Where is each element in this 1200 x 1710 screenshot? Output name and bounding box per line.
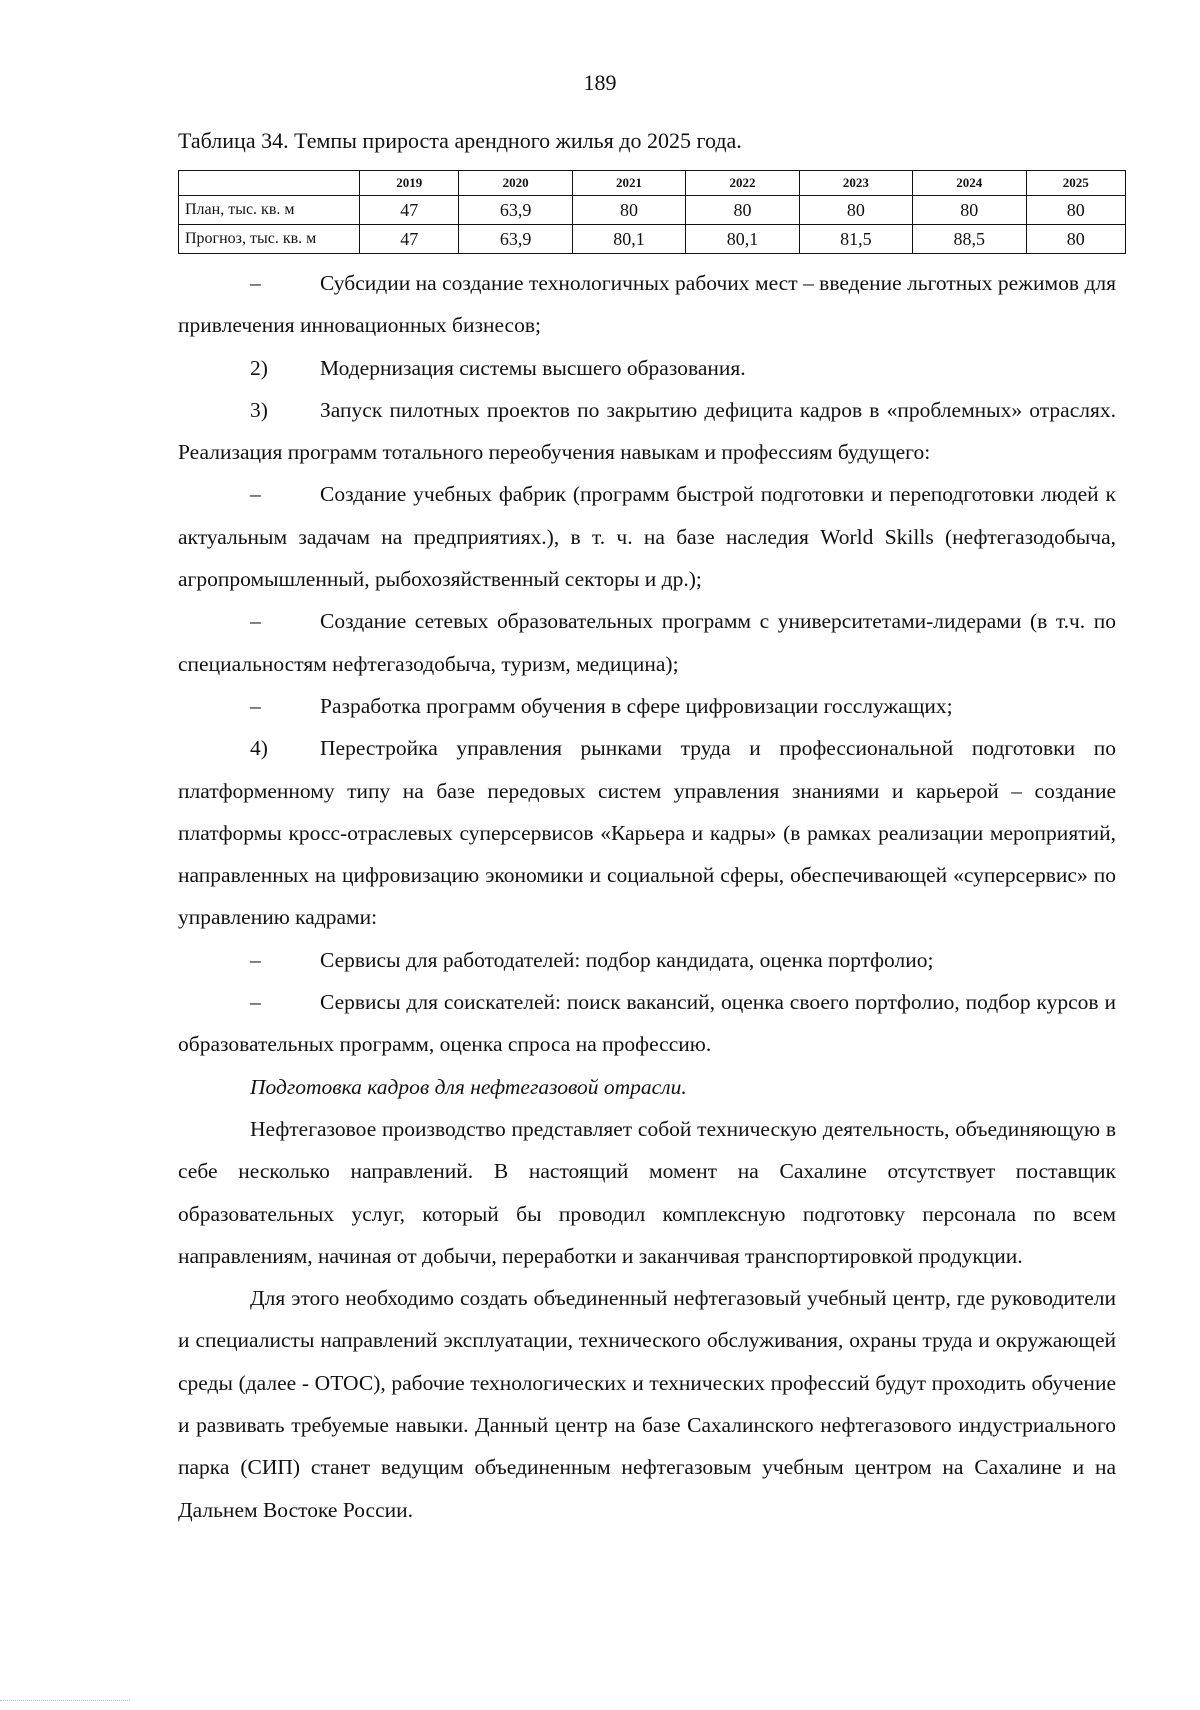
list-item — [178, 347, 1116, 389]
table-cell: 80 — [1026, 225, 1125, 254]
table-header-cell: 2023 — [799, 171, 912, 196]
table-header-cell: 2024 — [913, 171, 1026, 196]
table-header-cell — [179, 171, 360, 196]
list-marker: 3) — [250, 397, 268, 422]
list-item — [178, 262, 1116, 347]
table-cell: 47 — [360, 196, 459, 225]
table-cell: 80 — [572, 196, 685, 225]
table-header-cell: 2020 — [459, 171, 572, 196]
list-item-text: Создание сетевых образовательных программ с университетами-лидерами (в т.ч. по специальностям нефтегазодобыча, туризм, медицина); — [178, 609, 1116, 676]
table-row — [179, 196, 1126, 225]
table-cell: 63,9 — [459, 225, 572, 254]
paragraph: Нефтегазовое производство представляет собой техническую деятельность, объединяющую в себе несколько направлений. В настоящий момент на Сахалине отсутствует поставщик образовательных услуг, который бы проводил комплексную подготовку персонала по всем направлениям, начиная от добычи, переработки и заканчивая транспортировкой продукции. — [178, 1116, 1116, 1268]
table-cell: 81,5 — [799, 225, 912, 254]
list-marker: 4) — [250, 736, 268, 761]
list-item — [178, 727, 1116, 938]
table-row-label: Прогноз, тыс. кв. м — [179, 225, 360, 254]
list-marker: – — [250, 990, 261, 1015]
table-cell: 80 — [799, 196, 912, 225]
list-item-text: Сервисы для работодателей: подбор кандидата, оценка портфолио; — [320, 947, 934, 972]
section-heading: Подготовка кадров для нефтегазовой отрасли. — [250, 1074, 687, 1099]
table-header-row — [179, 171, 1126, 196]
list-marker: – — [250, 947, 261, 972]
table-header-cell: 2025 — [1026, 171, 1125, 196]
paragraph: Для этого необходимо создать объединенный нефтегазовый учебный центр, где руководители и специалисты направлений эксплуатации, технического обслуживания, охраны труда и окружающей среды (далее - ОТОС), рабочие технологических и технических профессий будут проходить обучение и развивать требуемые навыки. Данный центр на базе Сахалинского нефтегазового индустриального парка (СИП) станет ведущим объединенным нефтегазовым учебным центром на Сахалине и на Дальнем Востоке России. — [178, 1286, 1116, 1522]
table-cell: 80 — [686, 196, 799, 225]
list-item — [178, 600, 1116, 685]
list-item-text: Модернизация системы высшего образования. — [320, 355, 746, 380]
list-item — [178, 473, 1116, 600]
table-row-label: План, тыс. кв. м — [179, 196, 360, 225]
table-cell: 80 — [913, 196, 1026, 225]
growth-table — [178, 170, 1126, 254]
list-marker: – — [250, 609, 261, 634]
table-cell: 80 — [1026, 196, 1125, 225]
list-marker: 2) — [250, 355, 268, 380]
list-marker: – — [250, 482, 261, 507]
table-cell: 63,9 — [459, 196, 572, 225]
table-cell: 80,1 — [572, 225, 685, 254]
list-item — [178, 981, 1116, 1066]
table-cell: 47 — [360, 225, 459, 254]
list-item-text: Сервисы для соискателей: поиск вакансий, оценка своего портфолио, подбор курсов и образовательных программ, оценка спроса на профессию. — [178, 990, 1116, 1057]
list-marker: – — [250, 693, 261, 718]
table-caption: Таблица 34. Темпы прироста арендного жилья до 2025 года. — [178, 128, 742, 153]
list-item-text: Запуск пилотных проектов по закрытию дефицита кадров в «проблемных» отраслях. Реализация программ тотального переобучения навыкам и профессиям будущего: — [178, 397, 1116, 465]
table-cell: 88,5 — [913, 225, 1026, 254]
list-item-text: Перестройка управления рынками труда и профессиональной подготовки по платформенному типу на базе передовых систем управления знаниями и карьерой – создание платформы кросс-отраслевых суперсервисов «Карьера и кадры» (в рамках реализации мероприятий, направленных на цифровизацию экономики и социальной сферы, обеспечивающей «суперсервис» по управлению кадрами: — [178, 736, 1116, 930]
body-text — [178, 262, 1116, 1531]
list-item-text: Разработка программ обучения в сфере цифровизации госслужащих; — [320, 693, 953, 718]
list-item — [178, 685, 1116, 727]
list-item-text: Создание учебных фабрик (программ быстрой подготовки и переподготовки людей к актуальным задачам на предприятиях.), в т. ч. на базе наследия World Skills (нефтегазодобыча, агропромышленный, рыбохозяйственный секторы и др.); — [178, 482, 1116, 592]
table-header-cell: 2019 — [360, 171, 459, 196]
list-marker: – — [250, 271, 261, 295]
table-cell: 80,1 — [686, 225, 799, 254]
table-row — [179, 225, 1126, 254]
table-header-cell: 2022 — [686, 171, 799, 196]
table-header-cell: 2021 — [572, 171, 685, 196]
list-item-text: Субсидии на создание технологичных рабочих мест – введение льготных режимов для привлечения инновационных бизнесов; — [178, 271, 1116, 338]
page-number: 189 — [583, 70, 617, 95]
list-item — [178, 939, 1116, 981]
list-item — [178, 389, 1116, 474]
scan-artifact — [0, 1700, 130, 1704]
